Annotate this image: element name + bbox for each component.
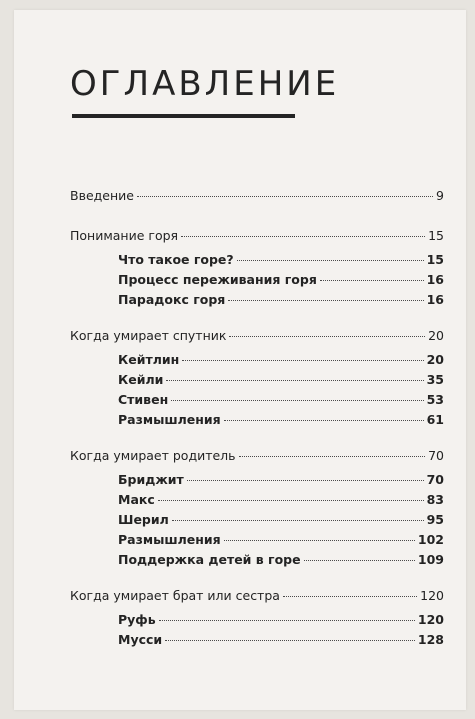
dot-leader xyxy=(283,596,417,597)
toc-subentry xyxy=(118,392,444,412)
toc-subentry-page-number: 61 xyxy=(426,412,444,427)
toc-subentry xyxy=(118,552,444,572)
toc-chapter-page-number: 120 xyxy=(420,588,444,603)
toc-chapter xyxy=(70,228,444,252)
dot-leader xyxy=(237,260,424,261)
dot-leader xyxy=(137,196,433,197)
toc-subentry-title: Парадокс горя xyxy=(118,292,226,307)
toc-subentry xyxy=(118,272,444,292)
toc-subentry-title: Процесс переживания горя xyxy=(118,272,317,287)
toc-chapter xyxy=(70,328,444,352)
toc-chapter-title: Когда умирает родитель xyxy=(70,448,236,463)
toc-chapter-page-number: 70 xyxy=(428,448,444,463)
dot-leader xyxy=(228,300,423,301)
toc-subentry-title: Мусси xyxy=(118,632,163,647)
toc-subentry-page-number: 102 xyxy=(417,532,444,547)
toc-subentry xyxy=(118,492,444,512)
toc-subentry xyxy=(118,532,444,552)
toc-subentry-page-number: 20 xyxy=(426,352,444,367)
toc-chapter-page-number: 9 xyxy=(436,188,444,203)
toc-chapter-title: Когда умирает спутник xyxy=(70,328,227,343)
toc-chapter-title: Когда умирает брат или сестра xyxy=(70,588,280,603)
dot-leader xyxy=(165,640,415,641)
dot-leader xyxy=(166,380,423,381)
toc-subentry xyxy=(118,252,444,272)
toc-chapter-title: Понимание горя xyxy=(70,228,179,243)
toc-subentry xyxy=(118,612,444,632)
toc-subentry xyxy=(118,412,444,432)
toc-subentry xyxy=(118,292,444,312)
page-title: ОГЛАВЛЕНИЕ xyxy=(70,64,340,104)
toc-subentry-page-number: 83 xyxy=(426,492,444,507)
dot-leader xyxy=(182,360,423,361)
toc-subentry-title: Размышления xyxy=(118,412,221,427)
toc-subentry-page-number: 70 xyxy=(426,472,444,487)
toc-section xyxy=(70,328,444,432)
toc-subentry-page-number: 120 xyxy=(417,612,444,627)
dot-leader xyxy=(158,500,424,501)
toc-chapter xyxy=(70,588,444,612)
toc-subentry xyxy=(118,512,444,532)
toc-subentry-title: Макс xyxy=(118,492,155,507)
toc-subentry xyxy=(118,372,444,392)
dot-leader xyxy=(224,420,424,421)
toc-section xyxy=(70,188,444,212)
dot-leader xyxy=(320,280,424,281)
toc-section xyxy=(70,588,444,652)
dot-leader xyxy=(159,620,415,621)
title-underline xyxy=(72,114,295,118)
toc-subentry-page-number: 53 xyxy=(426,392,444,407)
toc-subentry-title: Кейли xyxy=(118,372,164,387)
toc-chapter xyxy=(70,448,444,472)
toc-chapter-title: Введение xyxy=(70,188,134,203)
toc-subentry-title: Поддержка детей в горе xyxy=(118,552,301,567)
toc-subentry-page-number: 35 xyxy=(426,372,444,387)
dot-leader xyxy=(304,560,415,561)
toc-subentry-title: Бриджит xyxy=(118,472,184,487)
toc-subentry xyxy=(118,632,444,652)
toc-subentry-page-number: 109 xyxy=(417,552,444,567)
book-page xyxy=(14,10,466,710)
toc-subentry-title: Что такое горе? xyxy=(118,252,234,267)
dot-leader xyxy=(224,540,415,541)
toc-chapter-page-number: 20 xyxy=(428,328,444,343)
toc-subentry-title: Руфь xyxy=(118,612,156,627)
toc-subentry xyxy=(118,352,444,372)
toc-subentry xyxy=(118,472,444,492)
toc-subentry-page-number: 16 xyxy=(426,292,444,307)
dot-leader xyxy=(171,400,423,401)
dot-leader xyxy=(187,480,424,481)
dot-leader xyxy=(172,520,424,521)
toc-subentry-title: Шерил xyxy=(118,512,169,527)
table-of-contents xyxy=(70,188,444,668)
toc-subentry-page-number: 128 xyxy=(417,632,444,647)
toc-subentry-page-number: 95 xyxy=(426,512,444,527)
dot-leader xyxy=(181,236,425,237)
toc-subentry-title: Стивен xyxy=(118,392,169,407)
toc-section xyxy=(70,228,444,312)
toc-subentry-page-number: 15 xyxy=(426,252,444,267)
toc-subentry-title: Кейтлин xyxy=(118,352,180,367)
dot-leader xyxy=(229,336,425,337)
toc-section xyxy=(70,448,444,572)
toc-chapter-page-number: 15 xyxy=(428,228,444,243)
toc-subentry-title: Размышления xyxy=(118,532,221,547)
toc-chapter xyxy=(70,188,444,212)
dot-leader xyxy=(239,456,426,457)
toc-subentry-page-number: 16 xyxy=(426,272,444,287)
